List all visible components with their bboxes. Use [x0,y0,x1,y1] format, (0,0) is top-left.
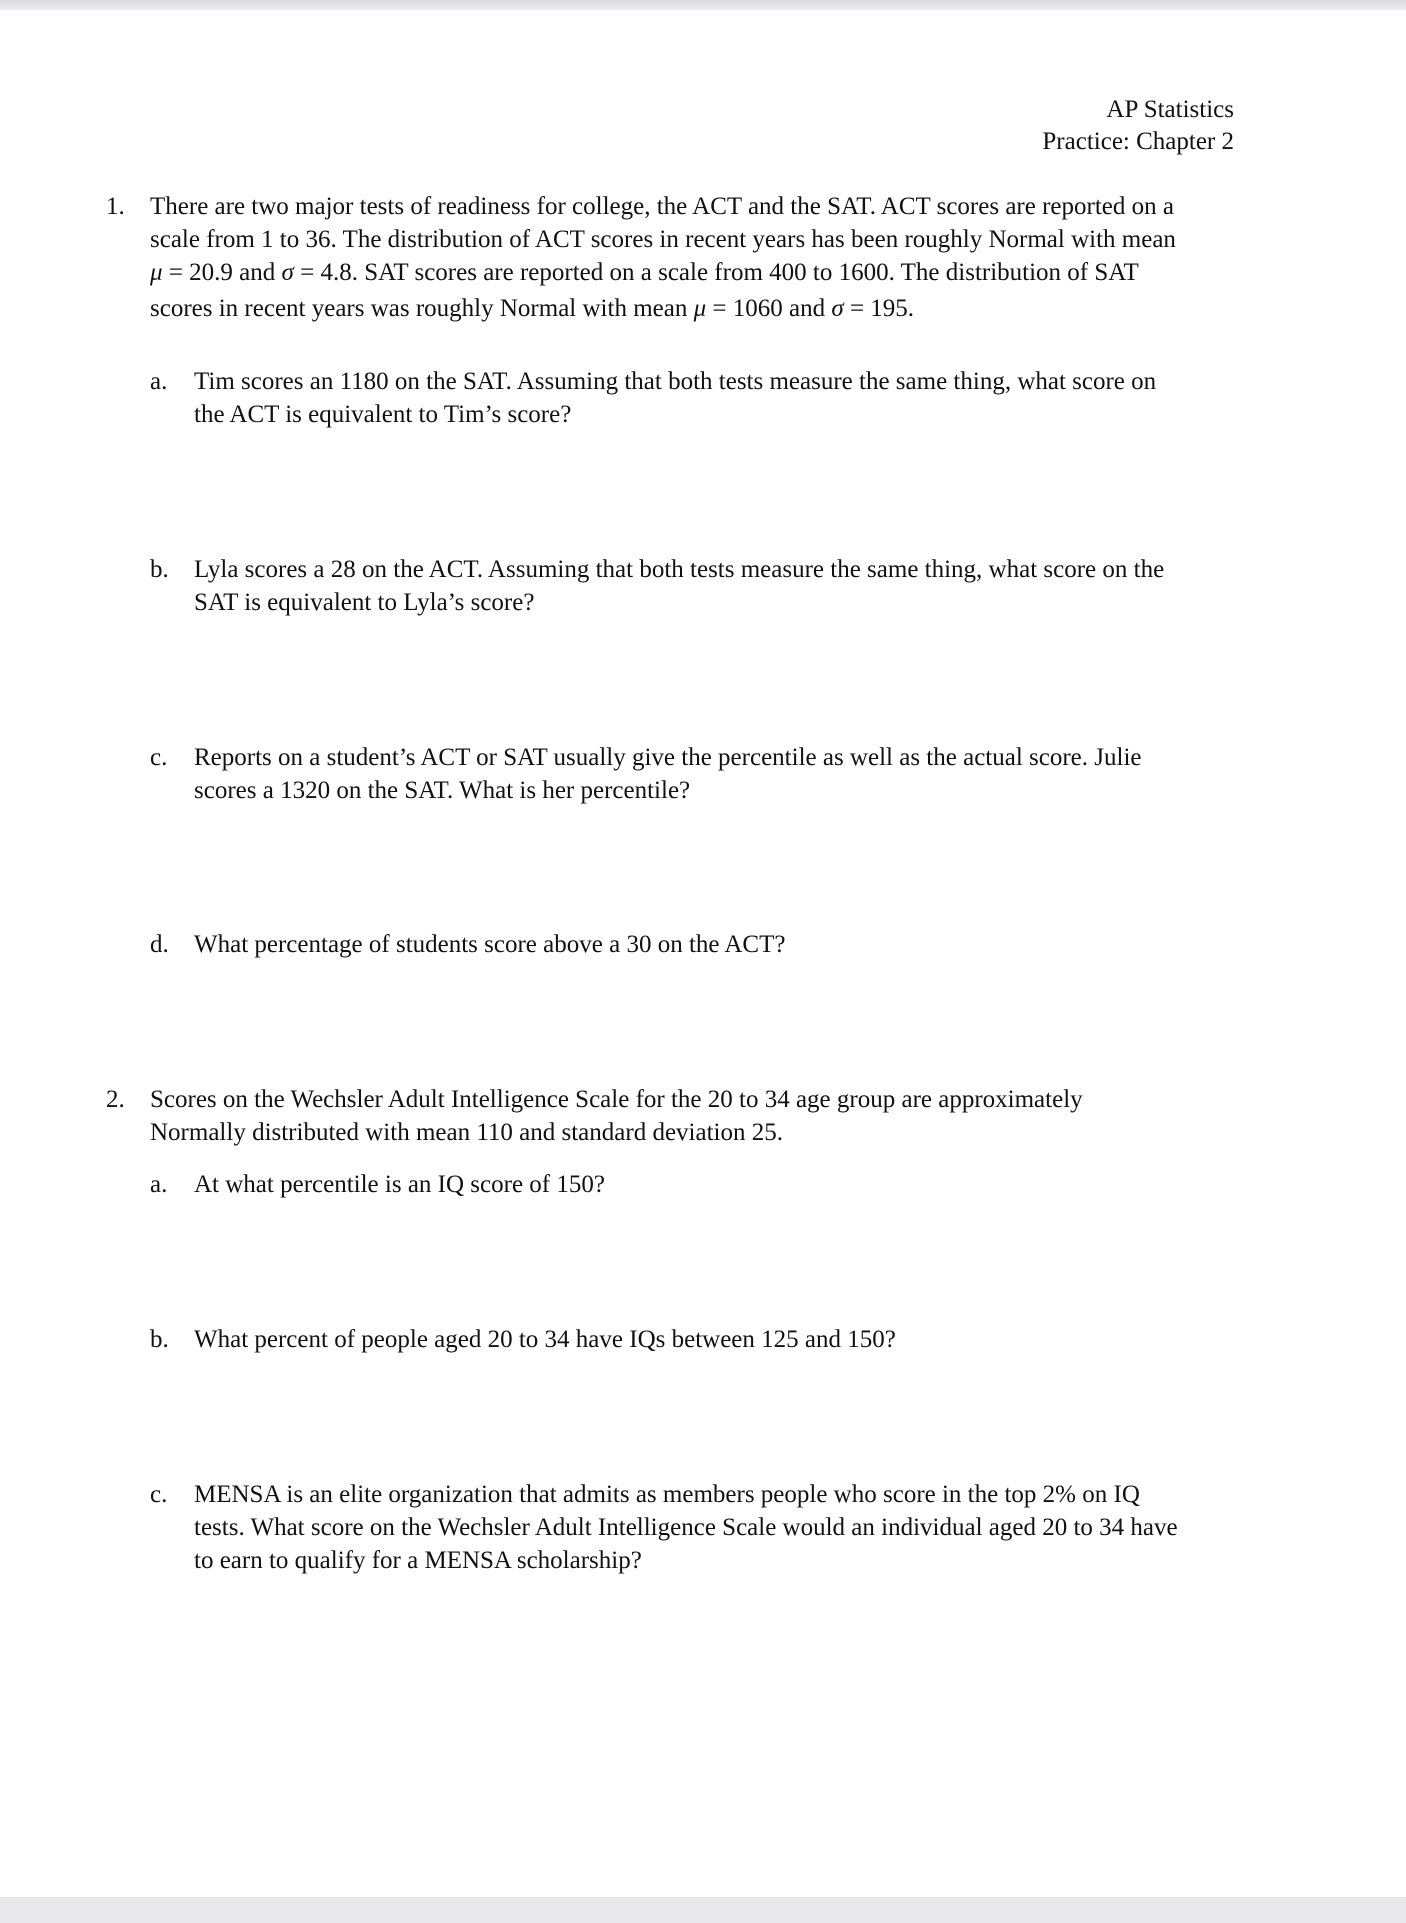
sigma-value: = 195. [843,295,915,322]
part-line: Lyla scores a 28 on the ACT. Assuming that both tests measure the same thing, what score on the [194,556,1165,583]
part-letter: d. [150,931,169,958]
question-line: scale from 1 to 36. The distribution of ACT scores in recent years has been roughly Normal with mean [150,226,1176,253]
part-line: Tim scores an 1180 on the SAT. Assuming that both tests measure the same thing, what score on [194,368,1157,395]
part-text [194,1323,1254,1356]
part-line: Reports on a student’s ACT or SAT usually give the percentile as well as the actual score. Julie [194,744,1142,771]
part-letter: a. [150,368,168,395]
part-text [194,553,1254,619]
part-line: What percentage of students score above a 30 on the ACT? [194,931,786,958]
question-text [150,190,1240,329]
part-letter: b. [150,556,169,583]
question-line [150,256,1240,289]
part-line: to earn to qualify for a MENSA scholarship? [194,1547,642,1574]
question-text [150,1083,1240,1149]
part-line: tests. What score on the Wechsler Adult Intelligence Scale would an individual aged 20 to 34 have [194,1514,1178,1541]
part-letter: c. [150,744,168,771]
part-line: the ACT is equivalent to Tim’s score? [194,401,572,428]
question-line [150,289,1240,329]
part-line: What percent of people aged 20 to 34 have IQs between 125 and 150? [194,1326,896,1353]
part-line: At what percentile is an IQ score of 150? [194,1171,605,1198]
part-text [194,928,1254,961]
part-letter: b. [150,1326,169,1353]
worksheet-title: Practice: Chapter 2 [1042,128,1234,155]
mu-symbol: μ [693,295,707,322]
course-title: AP Statistics [1106,96,1234,123]
part-letter: a. [150,1171,168,1198]
page-header [1042,94,1234,158]
part-line: MENSA is an elite organization that admits as members people who score in the top 2% on IQ [194,1481,1140,1508]
sigma-symbol: σ [281,259,294,286]
viewer-bottom-edge [0,1897,1406,1923]
sigma-symbol: σ [831,295,844,322]
question-line: Normally distributed with mean 110 and standard deviation 25. [150,1119,783,1146]
part-letter: c. [150,1481,168,1508]
sigma-value: = 4.8. SAT scores are reported on a scale from 400 to 1600. The distribution of SAT [293,259,1139,286]
mu-symbol: μ [150,259,163,286]
viewer-top-edge [0,0,1406,10]
question-line: There are two major tests of readiness for college, the ACT and the SAT. ACT scores are reported on a [150,193,1174,220]
question-number: 2. [106,1086,125,1113]
document-page [0,10,1406,1897]
line-prefix: scores in recent years was roughly Normal with mean [150,295,694,322]
part-text [194,1168,1254,1201]
part-text [194,741,1254,807]
part-line: SAT is equivalent to Lyla’s score? [194,589,535,616]
part-line: scores a 1320 on the SAT. What is her percentile? [194,777,691,804]
mu-value: = 20.9 and [162,259,282,286]
question-number: 1. [106,193,125,220]
part-text [194,1478,1254,1577]
question-line: Scores on the Wechsler Adult Intelligence Scale for the 20 to 34 age group are approximately [150,1086,1083,1113]
part-text [194,365,1254,431]
mu-value: = 1060 and [706,295,832,322]
